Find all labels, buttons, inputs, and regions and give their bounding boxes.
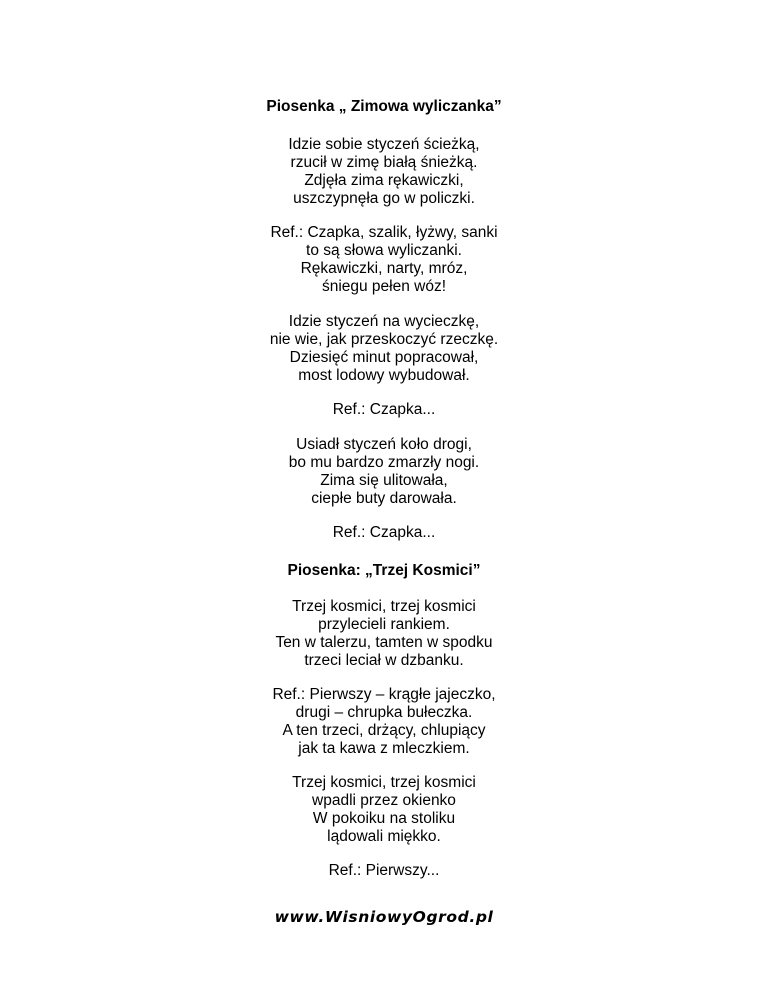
song2-refrain — [0, 686, 768, 758]
lyric-line: Zdjęła zima rękawiczki, — [304, 172, 464, 189]
song1-refrain — [0, 224, 768, 296]
lyric-line: Usiadł styczeń koło drogi, — [296, 436, 472, 453]
lyric-line: Ref.: Pierwszy – krągłe jajeczko, — [272, 686, 496, 703]
lyric-line: uszczypnęła go w policzki. — [293, 190, 475, 207]
lyric-line: wpadli przez okienko — [312, 792, 456, 809]
lyric-line: Dziesięć minut popracował, — [289, 349, 479, 366]
lyric-line: Ten w talerzu, tamten w spodku — [275, 634, 493, 651]
lyric-line: lądowali miękko. — [327, 828, 441, 845]
lyric-line: Ref.: Czapka... — [332, 401, 436, 418]
lyric-line: rzucił w zimę białą śnieżką. — [290, 154, 478, 171]
lyric-line: Ref.: Czapka, szalik, łyżwy, sanki — [270, 224, 498, 241]
lyric-line: bo mu bardzo zmarzły nogi. — [288, 454, 480, 471]
lyric-line: Zima się ulitowała, — [320, 472, 448, 489]
lyric-line: to są słowa wyliczanki. — [306, 242, 462, 259]
lyric-line: Idzie styczeń na wycieczkę, — [288, 313, 480, 330]
song2-stanza-2 — [0, 774, 768, 846]
lyric-line: Ref.: Czapka... — [332, 524, 436, 541]
lyric-line: trzeci leciał w dzbanku. — [304, 652, 464, 669]
song2-title: Piosenka: „Trzej Kosmici” — [287, 562, 481, 579]
lyric-line: Ref.: Pierwszy... — [328, 862, 440, 879]
song1-stanza-3 — [0, 436, 768, 508]
lyric-line: nie wie, jak przeskoczyć rzeczkę. — [269, 331, 499, 348]
lyric-line: jak ta kawa z mleczkiem. — [298, 740, 470, 757]
lyric-line: ciepłe buty darowała. — [311, 490, 457, 507]
lyric-line: A ten trzeci, drżący, chlupiący — [282, 722, 486, 739]
song1-refrain-short-1 — [0, 401, 768, 419]
song1-refrain-short-2 — [0, 524, 768, 542]
lyric-line: W pokoiku na stoliku — [312, 810, 456, 827]
song1-stanza-2 — [0, 313, 768, 385]
song2-refrain-short — [0, 862, 768, 880]
lyric-line: most lodowy wybudował. — [298, 367, 470, 384]
song1-stanza-1 — [0, 136, 768, 208]
lyric-line: Rękawiczki, narty, mróz, — [300, 260, 468, 277]
song2-stanza-1 — [0, 598, 768, 670]
lyric-line: przylecieli rankiem. — [318, 616, 450, 633]
lyric-line: drugi – chrupka bułeczka. — [295, 704, 473, 721]
lyric-line: Idzie sobie styczeń ścieżką, — [288, 136, 480, 153]
footer-website: www.WisniowyOgrod.pl — [274, 908, 494, 926]
lyric-line: śniegu pełen wóz! — [321, 278, 447, 295]
song1-title: Piosenka „ Zimowa wyliczanka” — [266, 98, 502, 115]
lyric-line: Trzej kosmici, trzej kosmici — [292, 598, 476, 615]
lyric-line: Trzej kosmici, trzej kosmici — [292, 774, 476, 791]
